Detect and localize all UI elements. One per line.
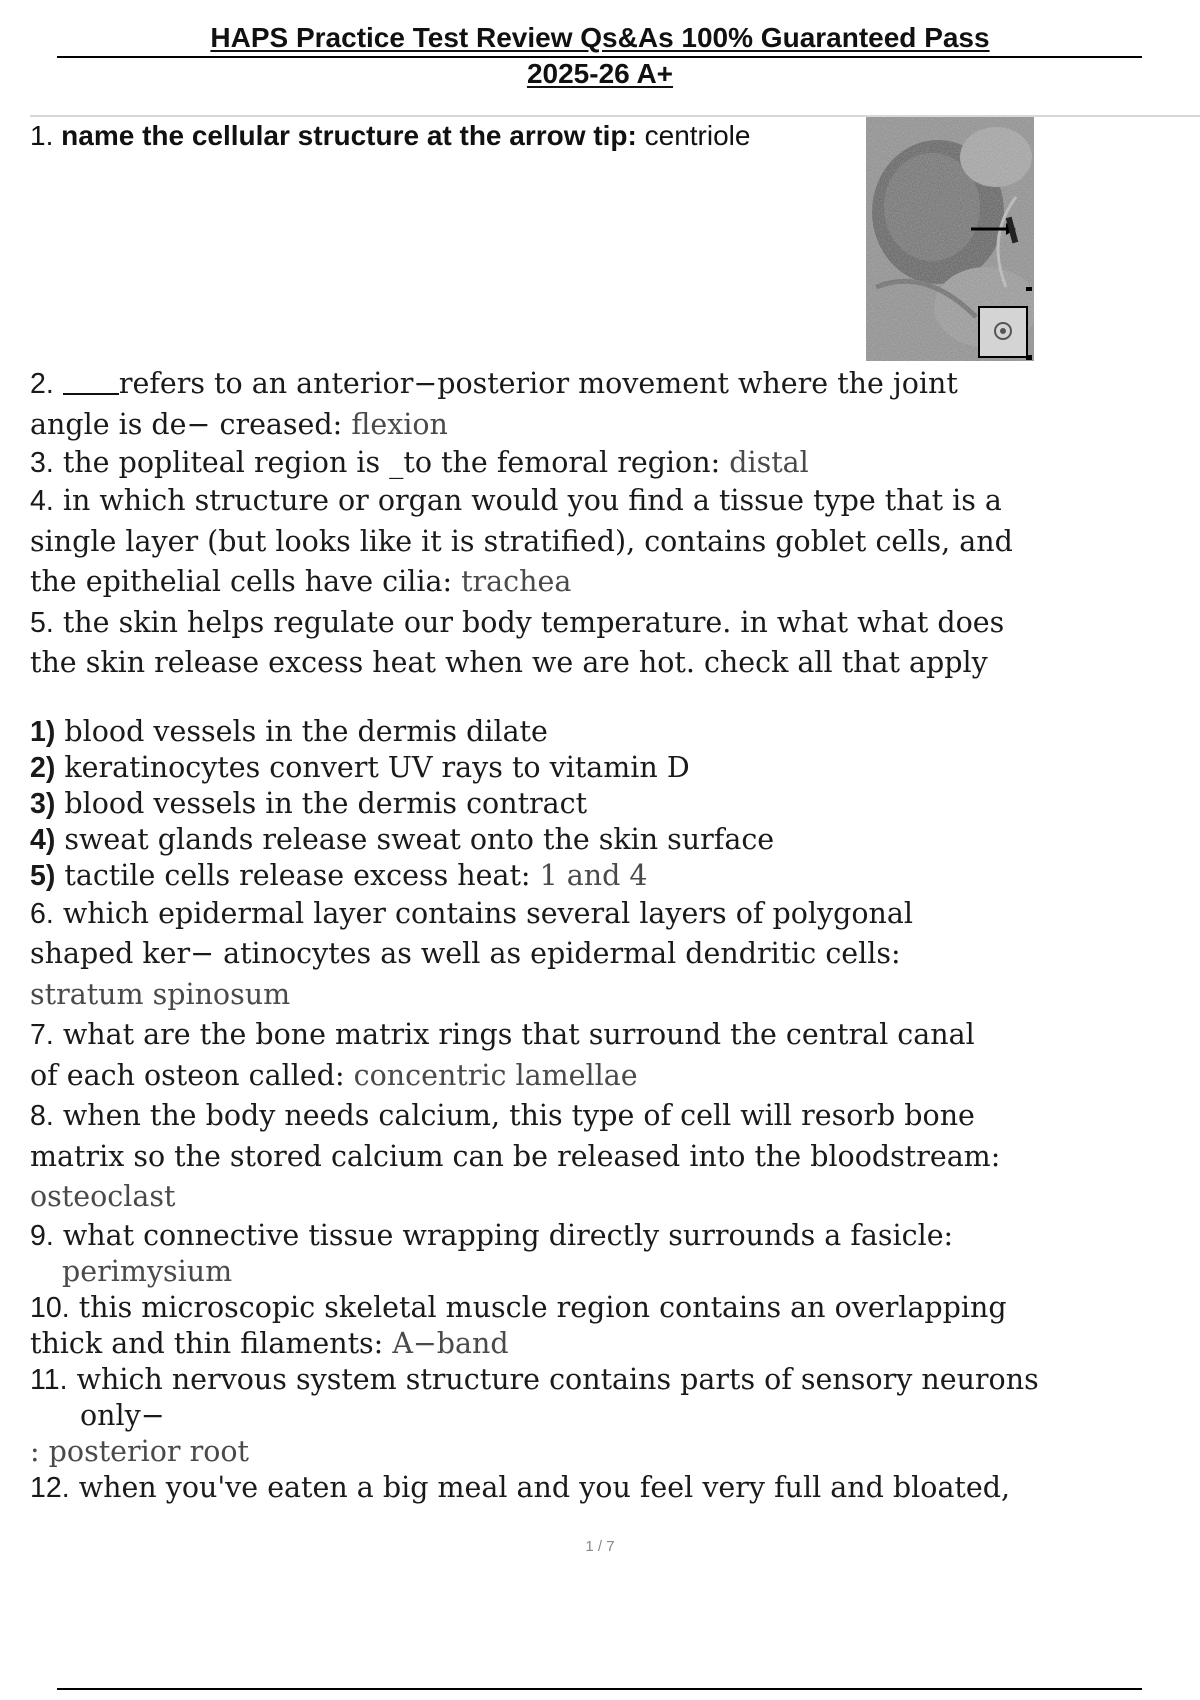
footer-rule [57, 1688, 1142, 1690]
option-text: blood vessels in the dermis dilate [64, 714, 548, 748]
question-text-cont: the skin release excess heat when we are hot. check all that apply [30, 646, 988, 679]
question-11 [30, 1362, 1190, 1470]
answer: : posterior root [30, 1434, 249, 1468]
option-4 [30, 823, 774, 856]
question-text: the popliteal region is _to the femoral region: [62, 446, 721, 479]
answer-blank [63, 367, 119, 395]
question-text: when the body needs calcium, this type of cell will resorb bone [62, 1099, 975, 1132]
answer: concentric lamellae [353, 1058, 638, 1092]
option-number: 4) [30, 823, 56, 856]
question-4 [30, 481, 1190, 603]
option-text: tactile cells release excess heat: [64, 858, 531, 892]
question-text: what are the bone matrix rings that surround the central canal [62, 1018, 975, 1051]
question-number: 6. [30, 897, 54, 930]
question-10 [30, 1290, 1190, 1362]
option-text: sweat glands release sweat onto the skin surface [64, 822, 775, 856]
question-text: the skin helps regulate our body temperature. in what what does [62, 605, 1005, 639]
answer: distal [729, 446, 809, 479]
question-text: when you've eaten a big meal and you feel very full and bloated, [78, 1470, 1011, 1504]
option-number: 2) [30, 751, 56, 784]
question-number: 8. [30, 1100, 54, 1132]
title-line-1: HAPS Practice Test Review Qs&As 100% Guaranteed Pass [210, 22, 990, 53]
question-7 [30, 1015, 1190, 1096]
option-3 [30, 787, 587, 820]
question-text: in which structure or organ would you find a tissue type that is a [62, 484, 1002, 517]
question-9 [30, 1218, 1190, 1290]
question-text-cont: shaped ker− atinocytes as well as epidermal dendritic cells: [30, 937, 901, 970]
option-number: 1) [30, 715, 56, 748]
question-number: 1. [30, 120, 54, 151]
question-text-cont: single layer (but looks like it is stratified), contains goblet cells, and [30, 524, 1013, 558]
header-rule [57, 56, 1142, 58]
question-6 [30, 894, 1190, 1016]
question-number: 12. [30, 1471, 70, 1504]
question-number: 11. [30, 1363, 68, 1396]
question-12 [30, 1470, 1190, 1506]
option-number: 5) [30, 859, 56, 892]
question-text-cont: angle is de− creased: [30, 407, 343, 441]
title-line-2: 2025-26 A+ [526, 58, 674, 89]
question-text: what connective tissue wrapping directly surrounds a fasicle: [62, 1218, 954, 1252]
question-text-cont: matrix so the stored calcium can be released into the bloodstream: [30, 1139, 1001, 1173]
question-number: 7. [30, 1019, 54, 1051]
answer: flexion [351, 407, 448, 441]
question-text-cont: of each osteon called: [30, 1058, 345, 1092]
question-number: 10. [30, 1291, 70, 1324]
answer: perimysium [62, 1254, 233, 1288]
question-text: which nervous system structure contains parts of sensory neurons [76, 1362, 1039, 1396]
answer: stratum spinosum [30, 977, 291, 1011]
question-1 [30, 118, 750, 154]
option-text: blood vessels in the dermis contract [64, 786, 588, 820]
question-5 [30, 603, 1190, 684]
page-number: 1 / 7 [585, 1538, 615, 1555]
option-5 [30, 859, 648, 892]
micrograph-image [866, 117, 1034, 361]
answer: A−band [392, 1326, 509, 1360]
option-2 [30, 751, 690, 784]
answer: 1 and 4 [539, 858, 648, 892]
question-number: 9. [30, 1219, 54, 1252]
answer: centriole [644, 120, 751, 151]
question-number: 4. [30, 485, 54, 517]
answer: osteoclast [30, 1180, 176, 1213]
question-list [30, 364, 1190, 1506]
question-text-cont: only− [80, 1398, 165, 1432]
question-number: 3. [30, 447, 54, 479]
question-number: 2. [30, 368, 54, 400]
question-text: which epidermal layer contains several layers of polygonal [62, 896, 913, 930]
option-number: 3) [30, 787, 56, 820]
question-text-cont: the epithelial cells have cilia: [30, 565, 453, 598]
question-5-options [30, 714, 1190, 894]
question-text: this microscopic skeletal muscle region contains an overlapping [78, 1290, 1007, 1324]
question-text-cont: thick and thin filaments: [30, 1326, 384, 1360]
question-text: name the cellular structure at the arrow tip: [61, 120, 637, 151]
option-text: keratinocytes convert UV rays to vitamin D [64, 750, 690, 784]
question-text: refers to an anterior−posterior movement where the joint [118, 367, 958, 400]
question-2 [30, 364, 1190, 445]
answer: trachea [461, 565, 572, 598]
question-3 [30, 445, 1190, 481]
question-8 [30, 1096, 1190, 1218]
option-1 [30, 715, 548, 748]
question-number: 5. [30, 606, 54, 639]
